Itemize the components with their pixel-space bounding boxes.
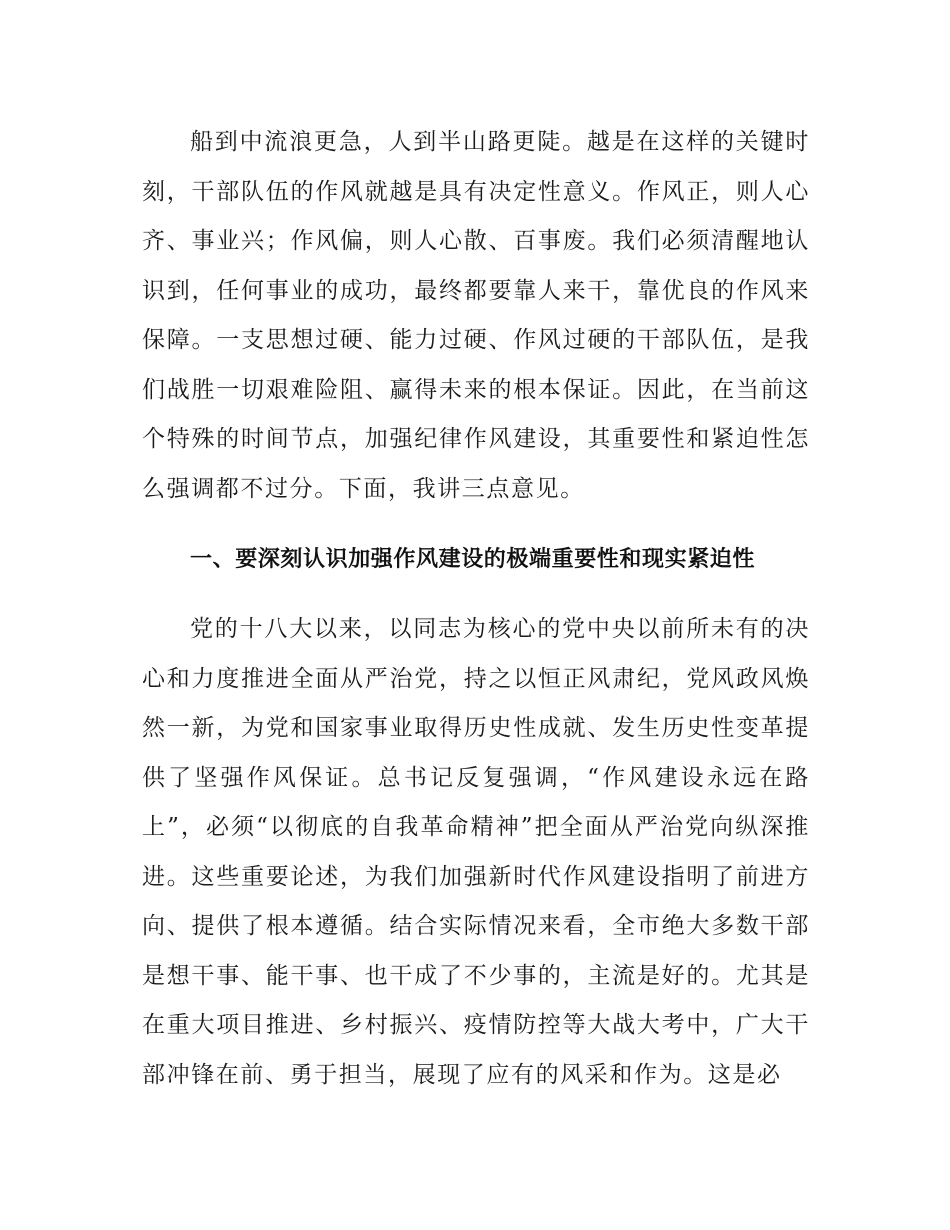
- section-paragraph: 党的十八大以来，以同志为核心的党中央以前所未有的决心和力度推进全面从严治党，持之以恒正风肃纪，党风政风焕然一新，为党和国家事业取得历史性成就、发生历史性变革提供了坚强作风保证。总书记反复强调，“作风建设永远在路上”，必须“以彻底的自我革命精神”把全面从严治党向纵深推进。这些重要论述，为我们加强新时代作风建设指明了前进方向、提供了根本遵循。结合实际情况来看，全市绝大多数干部是想干事、能干事、也干成了不少事的，主流是好的。尤其是在重大项目推进、乡村振兴、疫情防控等大战大考中，广大干部冲锋在前、勇于担当，展现了应有的风采和作为。这是必: [142, 616, 810, 1088]
- section-heading: 一、要深刻认识加强作风建设的极端重要性和现实紧迫性: [190, 547, 756, 572]
- intro-paragraph: 船到中流浪更急，人到半山路更陡。越是在这样的关键时刻，干部队伍的作风就越是具有决定性意义。作风正，则人心齐、事业兴；作风偏，则人心散、百事废。我们必须清醒地认识到，任何事业的成功，最终都要靠人来干，靠优良的作风来保障。一支思想过硬、能力过硬、作风过硬的干部队伍，是我们战胜一切艰难险阻、赢得未来的根本保证。因此，在当前这个特殊的时间节点，加强纪律作风建设，其重要性和紧迫性怎么强调都不过分。下面，我讲三点意见。: [142, 129, 810, 502]
- document-body: [142, 118, 810, 1100]
